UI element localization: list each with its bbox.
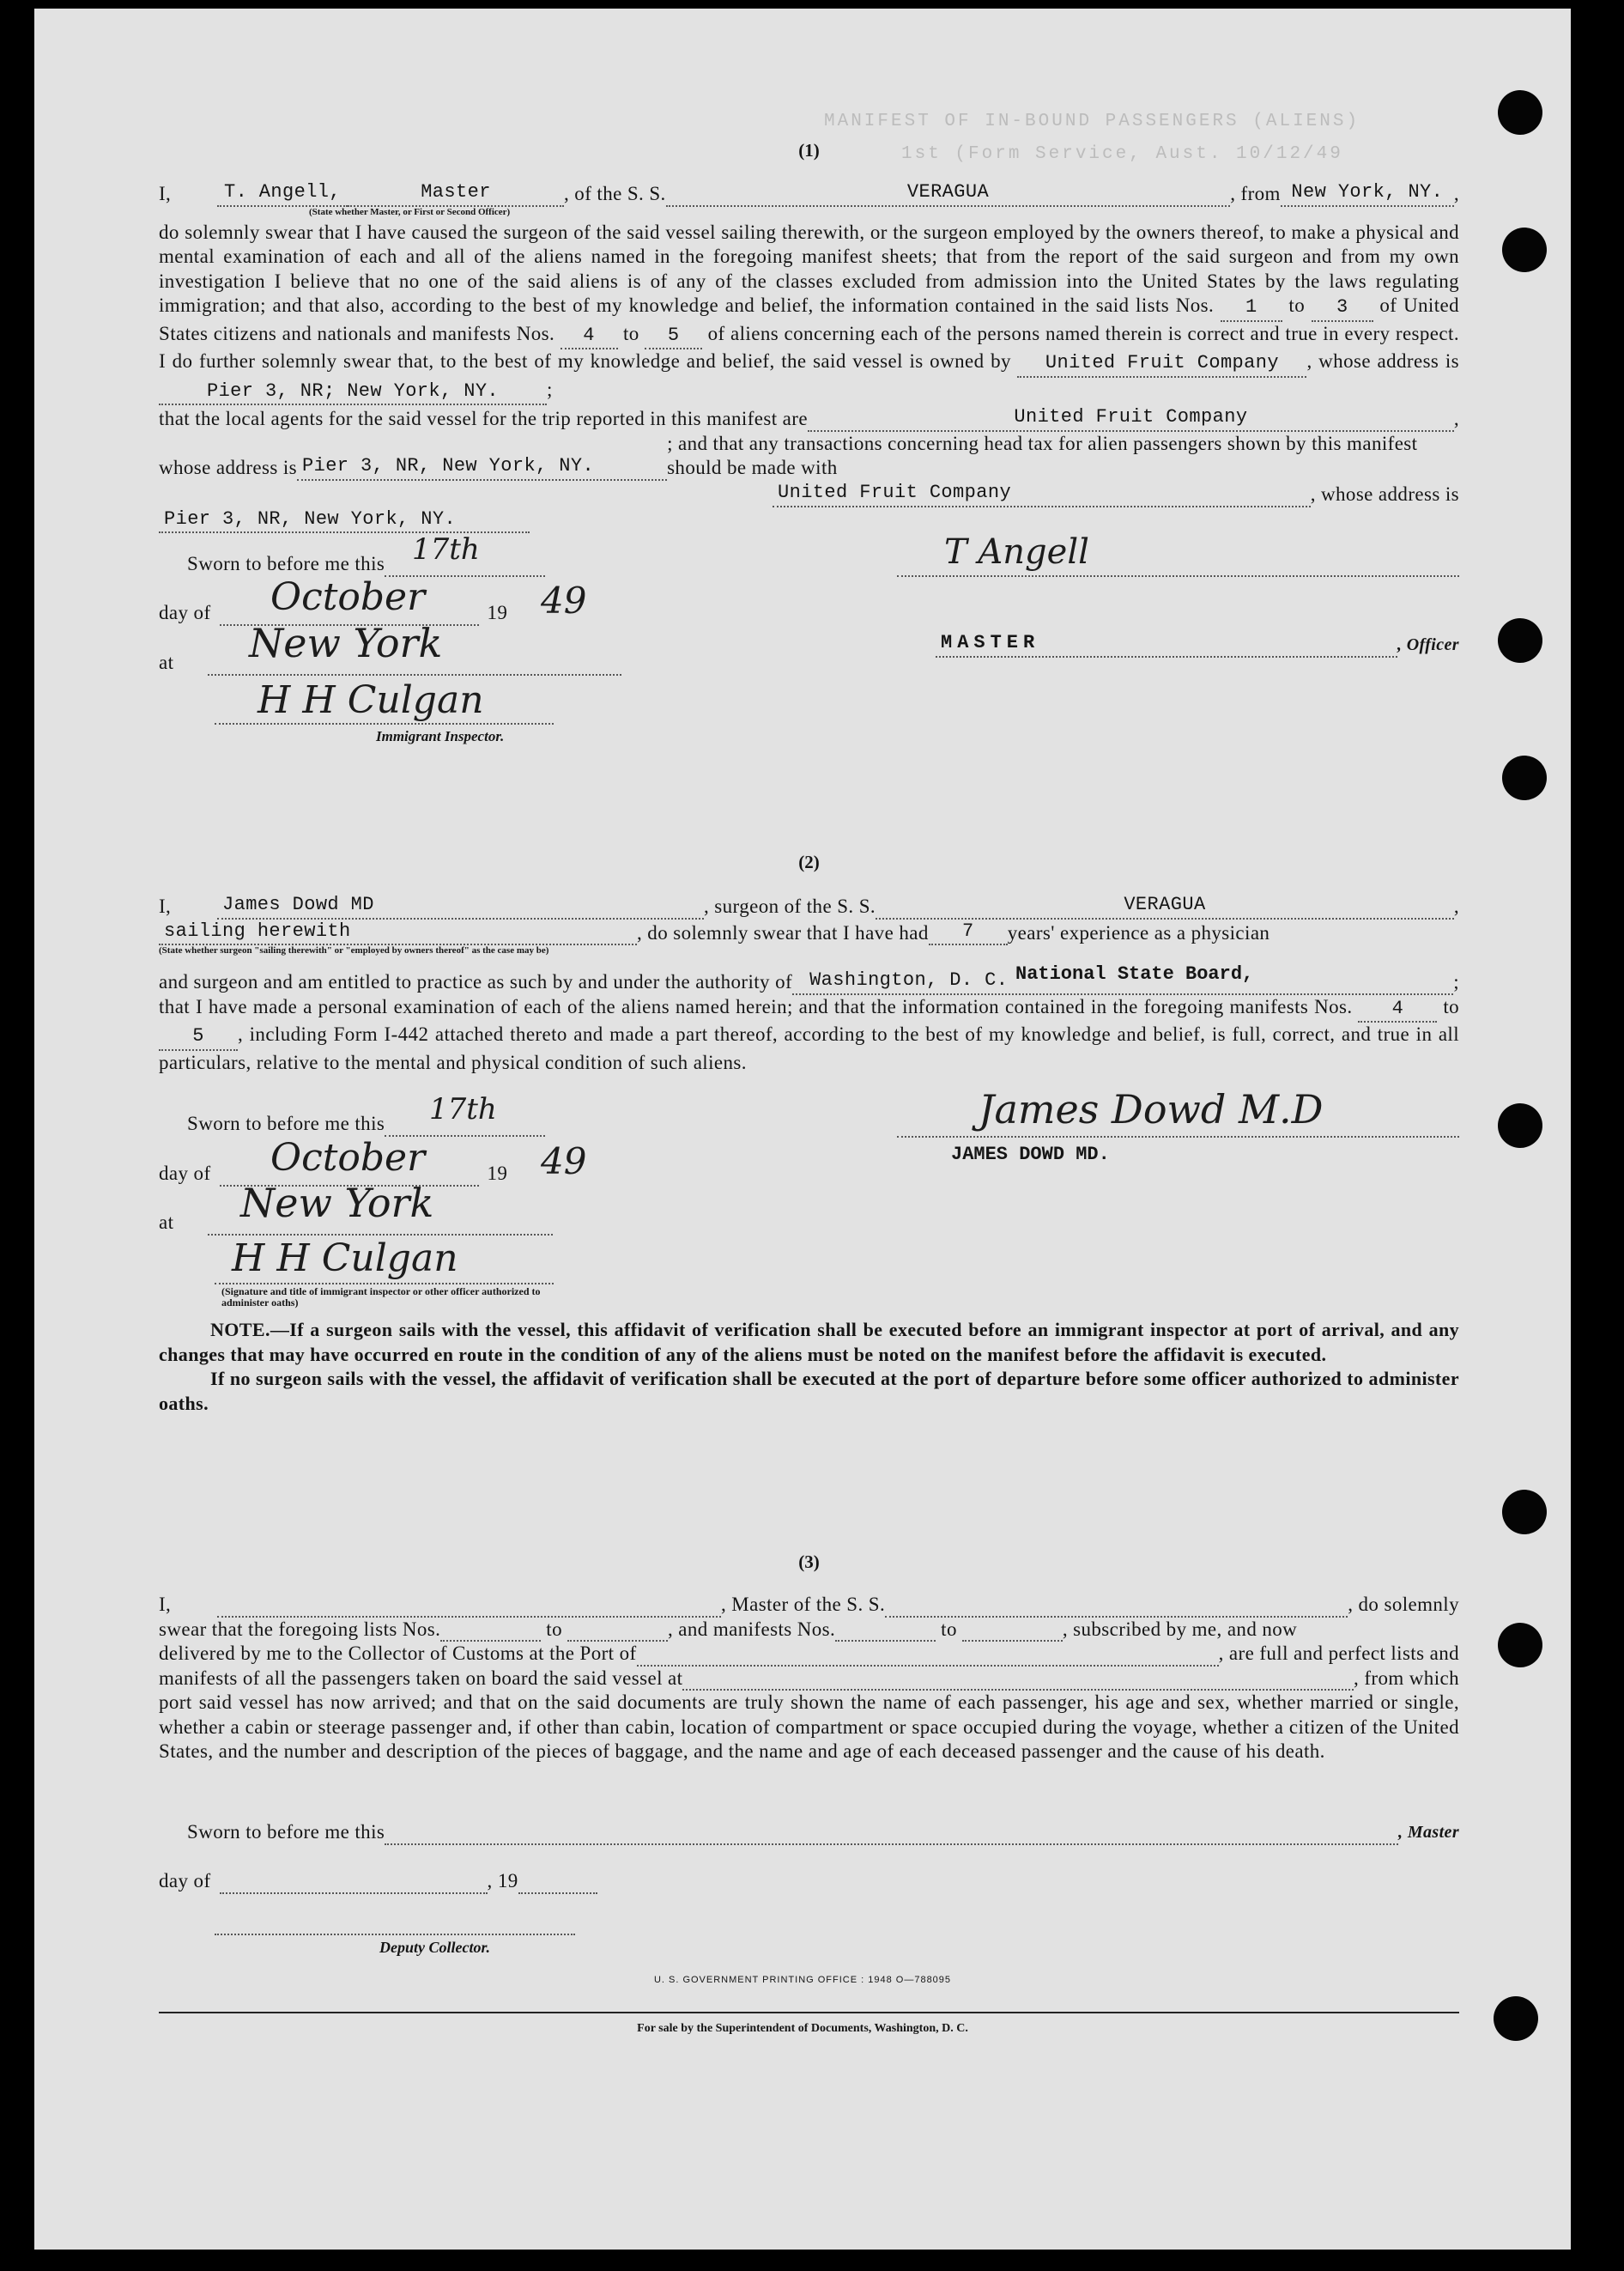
address-lead-text: whose address is bbox=[159, 457, 297, 478]
label-of-ss: , of the S. S. bbox=[564, 183, 666, 204]
owner-field[interactable]: United Fruit Company bbox=[1017, 351, 1306, 378]
section-1-number: (1) bbox=[798, 140, 820, 161]
s3-year-text: , 19 bbox=[487, 1870, 518, 1891]
sworn-text: Sworn to before me this bbox=[187, 1821, 385, 1843]
label-years: years' experience as a physician bbox=[1007, 921, 1270, 944]
owner-address-field[interactable]: Pier 3, NR; New York, NY. bbox=[159, 380, 547, 406]
manifest-page bbox=[34, 9, 1571, 2250]
s3-manifests-from-field[interactable] bbox=[835, 1640, 936, 1642]
binder-hole bbox=[1502, 756, 1547, 800]
oath-text-1: do solemnly swear that I have caused the surgeon of the said vessel sailing therewith, or the surgeon employed by the owners thereof, to make a physical and mental examination of each and all of the aliens named in the foregoing manifest sheets; that from the report of the said surgeon and from my own investigation I believe that no one of the said aliens is of any of the classes excluded from admission into the United States by the laws regulating immigration; and that also, according to the best of my knowledge and belief, the information contained in the said lists Nos. bbox=[159, 221, 1459, 316]
surgeon-text-4: the best of my knowledge and belief, is full, correct, and true in all particulars, relative to the mental and physical condition of such aliens. bbox=[159, 1023, 1460, 1073]
surgeon-name-field[interactable]: James Dowd MD bbox=[217, 893, 704, 920]
label-semi: ; bbox=[1453, 971, 1459, 993]
years-field[interactable]: 7 bbox=[929, 920, 1008, 946]
surgeon-signature: James Dowd M.D bbox=[979, 1086, 1324, 1132]
master-signature: T Angell bbox=[944, 532, 1089, 572]
at-text: at bbox=[159, 1211, 174, 1233]
surgeon-text-3: , including Form I-442 attached thereto and made a part thereof, according to bbox=[238, 1023, 888, 1045]
master-officer-row bbox=[936, 631, 1459, 658]
signature-hint: (Signature and title of immigrant inspector or other officer authorized to administer oaths) bbox=[221, 1285, 541, 1309]
officer-label: , Officer bbox=[1397, 635, 1459, 654]
binder-hole bbox=[1498, 618, 1542, 663]
month-handwritten-2: October bbox=[270, 1136, 426, 1180]
surgeon-text-2: foregoing manifests Nos. bbox=[1143, 995, 1353, 1017]
agents-field[interactable]: United Fruit Company bbox=[808, 405, 1454, 432]
month-handwritten: October bbox=[270, 575, 426, 619]
manifests-to-field[interactable]: 5 bbox=[645, 324, 702, 350]
label-comma: , bbox=[1453, 408, 1459, 429]
label-do-solemnly: , do solemnly bbox=[1348, 1594, 1459, 1615]
day-of-text: day of bbox=[159, 1163, 211, 1184]
inspector-sign-line-2 bbox=[215, 1283, 554, 1284]
headtax-address-field[interactable]: Pier 3, NR, New York, NY. bbox=[159, 507, 530, 534]
label-i: I, bbox=[159, 183, 172, 204]
s3-delivered-text: delivered by me to the Collector of Customs at the Port of bbox=[159, 1643, 637, 1664]
master-name-field[interactable]: T. Angell, bbox=[217, 180, 348, 207]
section-3 bbox=[159, 1593, 1459, 1764]
sworn-row-3 bbox=[187, 1820, 1459, 1845]
bleed-through-subheader: 1st (Form Service, Aust. 10/12/49 bbox=[901, 144, 1343, 164]
section-2 bbox=[159, 893, 1459, 1075]
label-comma: , bbox=[1453, 896, 1459, 917]
label-whose-address: , whose address is bbox=[1310, 483, 1459, 505]
year-handwritten-2: 49 bbox=[541, 1140, 587, 1182]
label-master-of: , Master of the S. S. bbox=[721, 1594, 886, 1615]
s3-manifests-text: , and manifests Nos. bbox=[667, 1618, 836, 1640]
vessel-field-2[interactable]: VERAGUA bbox=[876, 893, 1454, 920]
deputy-collector-label: Deputy Collector. bbox=[379, 1939, 490, 1956]
bleed-through-header: MANIFEST OF IN-BOUND PASSENGERS (ALIENS) bbox=[824, 112, 1360, 131]
place-field-2[interactable] bbox=[208, 1234, 553, 1236]
sworn-text: Sworn to before me this bbox=[187, 1113, 385, 1134]
day-number-handwritten: 17th bbox=[412, 532, 480, 567]
s2-manifests-to-field[interactable]: 5 bbox=[159, 1024, 238, 1051]
day-of-text: day of bbox=[159, 602, 211, 623]
s3-sworn-field[interactable] bbox=[385, 1843, 1398, 1845]
binder-hole bbox=[1498, 1103, 1542, 1148]
inspector-sign-line bbox=[215, 723, 554, 725]
s3-from-which-text: , from which bbox=[1354, 1667, 1459, 1689]
label-semi: ; bbox=[547, 378, 553, 400]
label-comma: , bbox=[1453, 183, 1459, 204]
agent-address-field[interactable]: Pier 3, NR, New York, NY. bbox=[297, 454, 667, 481]
year-handwritten: 49 bbox=[541, 580, 587, 622]
inspector-signature-2: H H Culgan bbox=[232, 1236, 458, 1280]
agents-lead-text: that the local agents for the said vessel for the trip reported in this manifest are bbox=[159, 408, 808, 429]
s3-year-field[interactable] bbox=[518, 1892, 597, 1894]
label-to: to bbox=[1443, 995, 1460, 1017]
lists-from-field[interactable]: 1 bbox=[1221, 295, 1282, 322]
master-title-field[interactable]: Master bbox=[348, 180, 564, 207]
sale-notice: For sale by the Superintendent of Documents, Washington, D. C. bbox=[637, 2022, 968, 2035]
at-text: at bbox=[159, 652, 174, 673]
note-1: NOTE.—If a surgeon sails with the vessel, this affidavit of verification shall be executed before an immigrant inspector at port of arrival, and any changes that may have occurred en route in the condition of any of the aliens must be noted on the manifest before the affidavit is executed. bbox=[159, 1319, 1459, 1365]
binder-hole bbox=[1502, 1490, 1547, 1534]
deputy-sign-line bbox=[215, 1934, 575, 1935]
year-prefix: 19 bbox=[487, 1163, 508, 1184]
s3-manifests-to-field[interactable] bbox=[962, 1640, 1063, 1642]
place-field[interactable] bbox=[208, 674, 621, 676]
binder-hole bbox=[1498, 90, 1542, 135]
surgeon-typed-name: JAMES DOWD MD. bbox=[951, 1144, 1110, 1165]
authority-line-1: National State Board, bbox=[1015, 963, 1254, 985]
day-of-row-3 bbox=[159, 1869, 597, 1894]
headtax-company-field[interactable]: United Fruit Company bbox=[773, 481, 1311, 507]
s3-lists-text: swear that the foregoing lists Nos. bbox=[159, 1618, 441, 1640]
s3-port-field[interactable] bbox=[637, 1665, 1219, 1667]
place-handwritten-2: New York bbox=[240, 1180, 434, 1226]
inspector-title: Immigrant Inspector. bbox=[376, 728, 505, 744]
sworn-text: Sworn to before me this bbox=[187, 553, 385, 574]
footer-rule bbox=[159, 2012, 1459, 2013]
note-block bbox=[159, 1318, 1459, 1416]
surgeon-sign-line bbox=[897, 1136, 1459, 1138]
s3-perfect-text: , are full and perfect lists and bbox=[1218, 1643, 1459, 1664]
s3-master-label: , Master bbox=[1398, 1823, 1459, 1842]
label-to: to bbox=[1288, 295, 1306, 316]
sworn-row-1 bbox=[187, 552, 545, 577]
surgeon-hint: (State whether surgeon "sailing therewith" or "employed by owners thereof" as the case may be) bbox=[159, 945, 549, 956]
label-from: , from bbox=[1230, 183, 1281, 204]
authority-lead: and surgeon and am entitled to practice as such by and under the authority of bbox=[159, 971, 793, 993]
section-3-number: (3) bbox=[798, 1551, 820, 1572]
day-of-text: day of bbox=[159, 1870, 211, 1891]
headtax-text: ; and that any transactions concerning head tax for alien passengers shown by this manifest should be made with bbox=[667, 432, 1418, 478]
label-whose-address: , whose address is bbox=[1306, 350, 1459, 372]
inspector-signature: H H Culgan bbox=[258, 678, 484, 722]
place-handwritten: New York bbox=[249, 620, 443, 666]
lists-to-field[interactable]: 3 bbox=[1312, 295, 1373, 322]
authority-field[interactable]: Washington, D. C. bbox=[792, 969, 1453, 995]
manifests-from-field[interactable]: 4 bbox=[561, 324, 618, 350]
binder-hole bbox=[1502, 228, 1547, 272]
label-surgeon-of: , surgeon of the S. S. bbox=[704, 896, 876, 917]
surgeon-text-1: that I have made a personal examination of each of the aliens named herein; and that the information contained in the bbox=[159, 995, 1138, 1017]
vessel-field[interactable]: VERAGUA bbox=[666, 180, 1231, 207]
year-prefix: 19 bbox=[487, 602, 508, 623]
label-i: I, bbox=[159, 1594, 172, 1615]
binder-hole bbox=[1498, 1623, 1542, 1667]
label-to: to bbox=[941, 1618, 957, 1640]
from-port-field[interactable]: New York, NY. bbox=[1281, 180, 1454, 207]
label-to: to bbox=[623, 322, 639, 344]
label-i: I, bbox=[159, 896, 172, 917]
day-number-handwritten-2: 17th bbox=[429, 1092, 497, 1126]
s3-manifests-all-text: manifests of all the passengers taken on board the said vessel at bbox=[159, 1667, 683, 1689]
oath-text-3: of aliens concerning each of the persons named therein is correct and true in every respect. I do further solemnly swear that, to the best of my knowledge and belief, the said vessel is owned by bbox=[159, 322, 1459, 372]
oath-text-2: of United States citizens and nationals and manifests Nos. bbox=[159, 295, 1459, 344]
master-label: MASTER bbox=[936, 631, 1397, 658]
label-swear: , do solemnly swear that I have had bbox=[637, 921, 929, 944]
label-to: to bbox=[546, 1618, 562, 1640]
section-1 bbox=[159, 180, 1459, 533]
state-hint: (State whether Master, or First or Second Officer) bbox=[309, 206, 511, 217]
sailing-field[interactable]: sailing herewith bbox=[159, 920, 637, 946]
s3-month-field[interactable] bbox=[220, 1892, 488, 1894]
section-2-number: (2) bbox=[798, 852, 820, 872]
gpo-imprint: U. S. GOVERNMENT PRINTING OFFICE : 1948 O—788095 bbox=[653, 1975, 952, 1985]
s2-manifests-from-field[interactable]: 4 bbox=[1358, 997, 1437, 1023]
s3-body-text: port said vessel has now arrived; and that on the said documents are truly shown the name of each passenger, his age and sex, whether married or single, whether a cabin or steerage passenger and, if other than cabin, location of compartment or space occupied during the voyage, whether a citizen of the United States, and the number and description of the pieces of baggage, and the name and age of each deceased passenger and the cause of his death. bbox=[159, 1691, 1459, 1762]
s3-subscribed-text: , subscribed by me, and now bbox=[1062, 1618, 1298, 1640]
note-2: If no surgeon sails with the vessel, the affidavit of verification shall be executed at the port of departure before some officer authorized to administer oaths. bbox=[159, 1368, 1459, 1414]
master-sign-line bbox=[897, 575, 1459, 577]
